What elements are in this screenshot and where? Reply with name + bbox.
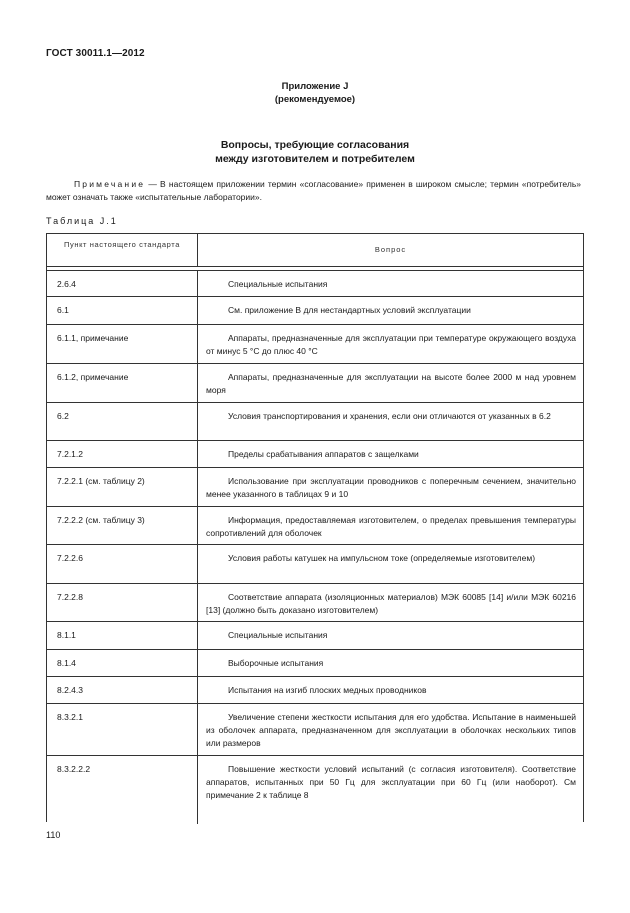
row-clause: 8.2.4.3 [47,677,198,703]
table-row [47,622,583,650]
document-header: ГОСТ 30011.1—2012 [46,48,145,59]
row-question: Соответствие аппарата (изоляционных материалов) МЭК 60085 [14] и/или МЭК 60216 [13] (должно быть доказано изготовителем) [206,592,576,615]
section-heading [0,138,630,166]
row-clause: 6.1.1, примечание [47,325,198,363]
row-clause: 7.2.2.2 (см. таблицу 3) [47,507,198,544]
table-row [47,297,583,325]
note-paragraph [46,178,581,204]
note-label: Примечание [74,179,146,189]
row-clause: 8.1.4 [47,650,198,676]
column-header-clause: Пункт настоящего стандарта [47,234,198,266]
row-question: Информация, предоставляемая изготовителем, о пределах превышения температуры сопротивлений для оболочек [206,515,576,538]
note-text: — В настоящем приложении термин «согласование» применен в широком смысле; термин «потребитель» может означать также «испытательные лаборатории». [46,179,581,202]
table-header-row [47,234,583,267]
row-clause: 7.2.2.6 [47,545,198,583]
row-question: Использование при эксплуатации проводников с поперечным сечением, значительно менее указанного в таблицах 9 и 10 [206,476,576,499]
table-row [47,441,583,468]
appendix-title: Приложение J [281,81,349,92]
table-row [47,584,583,622]
table-row [47,325,583,364]
table-row [47,704,583,756]
row-clause: 8.3.2.2.2 [47,756,198,824]
questions-table [46,233,584,822]
row-clause: 6.1 [47,297,198,324]
appendix-type: (рекомендуемое) [274,94,356,105]
row-question: Специальные испытания [228,630,328,640]
row-question: Выборочные испытания [228,658,324,668]
row-clause: 7.2.2.1 (см. таблицу 2) [47,468,198,506]
table-row [47,677,583,704]
row-question: См. приложение В для нестандартных условий эксплуатации [228,305,471,315]
row-question: Пределы срабатывания аппаратов с защелками [228,449,419,459]
row-question: Повышение жесткости условий испытаний (с согласия изготовителя). Соответствие аппаратов, испытанных при 50 Гц для эксплуатации при 60 Гц (или наоборот). См примечание 2 к таблице 8 [206,764,576,800]
table-row [47,756,583,824]
table-label: Таблица J.1 [46,216,118,226]
row-clause: 8.1.1 [47,622,198,649]
row-question: Увеличение степени жесткости испытания для его удобства. Испытание в наименьшей из оболочек аппарата, предназначенном для эксплуатации в оболочках нескольких типов или размеров [206,712,576,748]
heading-line-2: между изготовителем и потребителем [215,153,415,165]
row-question: Аппараты, предназначенные для эксплуатации на высоте более 2000 м над уровнем моря [206,372,576,395]
row-question: Испытания на изгиб плоских медных проводников [228,685,427,695]
row-question: Аппараты, предназначенные для эксплуатации при температуре окружающего воздуха от минус 5 °С до плюс 40 °С [206,333,576,356]
row-clause: 6.1.2, примечание [47,364,198,402]
table-row [47,403,583,441]
row-clause: 7.2.2.8 [47,584,198,621]
column-header-question: Вопрос [374,245,407,254]
row-question: Специальные испытания [228,279,328,289]
row-question: Условия транспортирования и хранения, если они отличаются от указанных в 6.2 [228,411,551,421]
table-row [47,650,583,677]
table-row [47,507,583,545]
row-clause: 7.2.1.2 [47,441,198,467]
row-question: Условия работы катушек на импульсном токе (определяемые изготовителем) [228,553,536,563]
page-number: 110 [46,830,61,840]
appendix-title-block [0,80,630,106]
table-row [47,468,583,507]
row-clause: 2.6.4 [47,271,198,296]
row-clause: 6.2 [47,403,198,440]
row-clause: 8.3.2.1 [47,704,198,755]
table-row [47,545,583,584]
table-row [47,364,583,403]
heading-line-1: Вопросы, требующие согласования [220,139,410,151]
table-row [47,271,583,297]
